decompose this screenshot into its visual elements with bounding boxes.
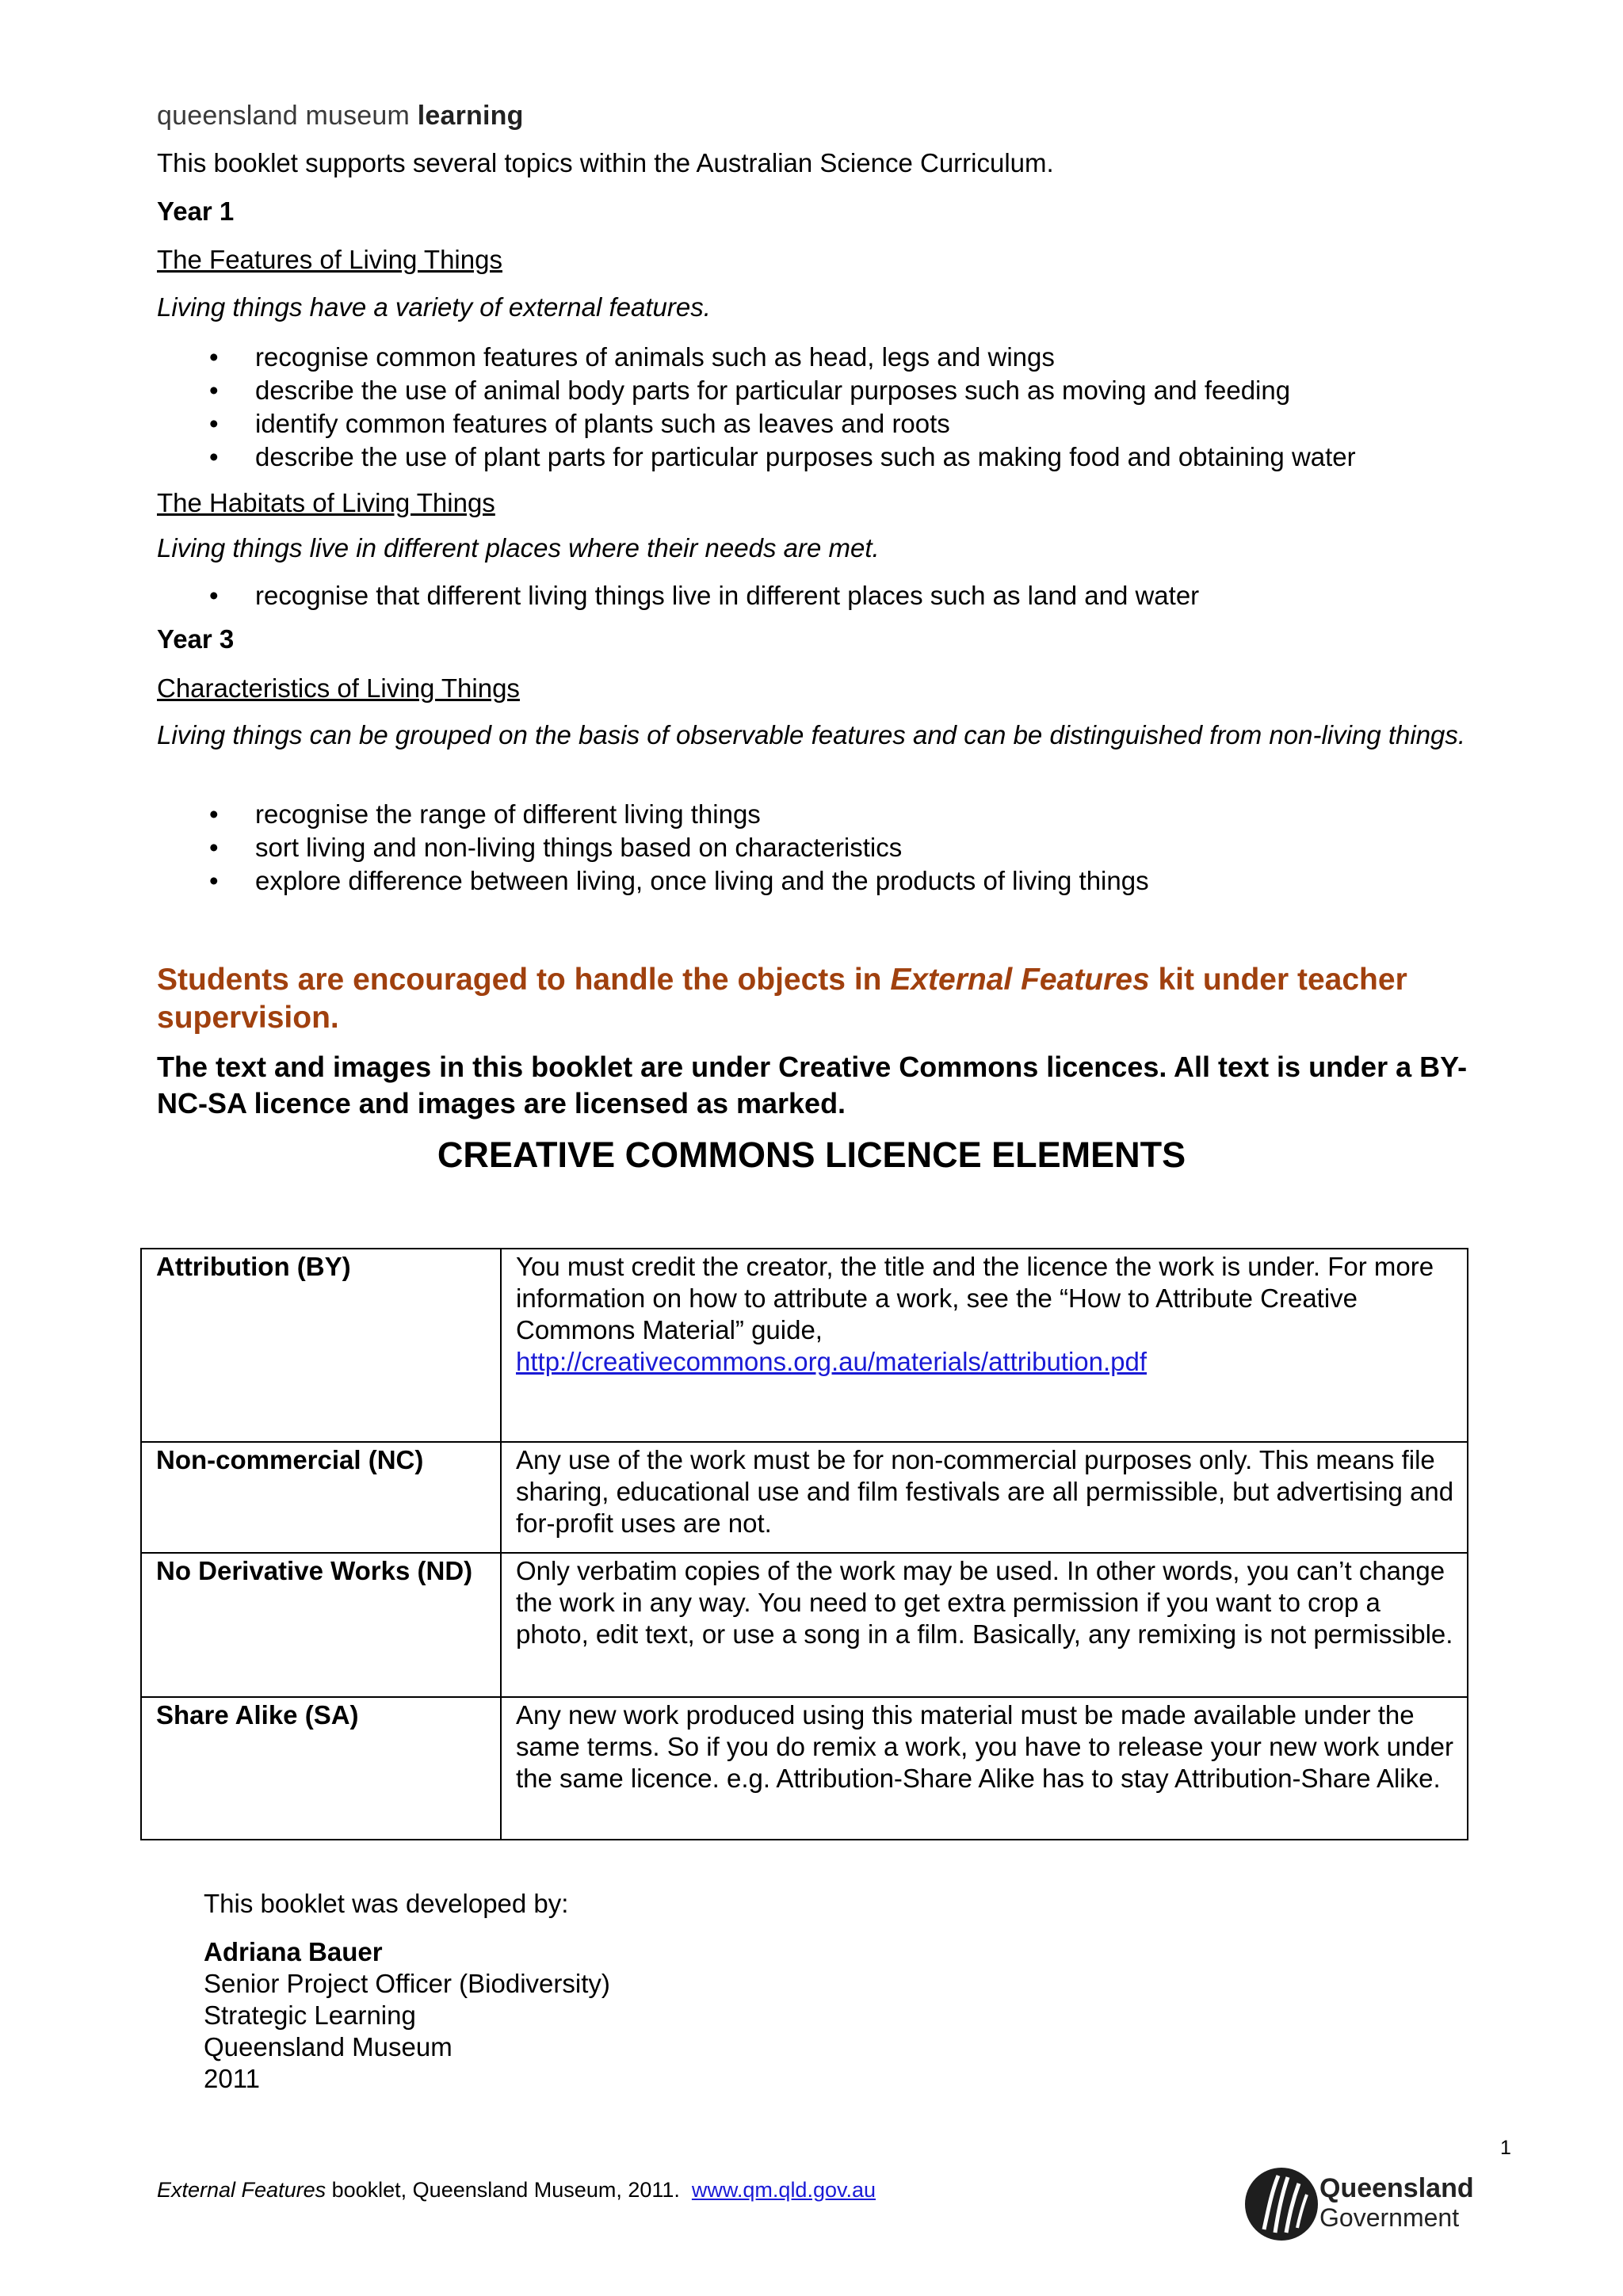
year1-topic1-list: [157, 341, 1504, 474]
qg-line1: Queensland: [1319, 2173, 1474, 2203]
developer-org: Queensland Museum: [204, 2032, 453, 2061]
table-row: [141, 1553, 1468, 1697]
year1-topic2-title: The Habitats of Living Things: [157, 488, 495, 517]
list-item: • explore difference between living, once living and the products of living things: [157, 864, 1504, 898]
list-item: • describe the use of animal body parts for particular purposes such as moving and feeding: [157, 374, 1504, 407]
description-cell: You must credit the creator, the title and the licence the work is under. For more information on how to attribute a work, see the “How to Attribute Creative Commons Material” guide, http://creativecommons.org.au/materials/attribution.pdf: [501, 1249, 1468, 1442]
footer: External Features booklet, Queensland Museum, 2011. www.qm.qld.gov.au: [157, 2178, 876, 2202]
cc-heading: CREATIVE COMMONS LICENCE ELEMENTS: [437, 1135, 1186, 1175]
list-item: • identify common features of plants such as leaves and roots: [157, 407, 1504, 441]
year3-topic1-list: [157, 798, 1504, 898]
table-row: [141, 1697, 1468, 1840]
queensland-government-logo: [1240, 2160, 1478, 2247]
attribution-guide-link[interactable]: http://creativecommons.org.au/materials/attribution.pdf: [516, 1347, 1148, 1376]
description-cell: Any use of the work must be for non-commercial purposes only. This means file sharing, educational use and film festivals are all permissible, but advertising and for-profit uses are not.: [501, 1442, 1468, 1553]
intro-text: This booklet supports several topics within the Australian Science Curriculum.: [157, 148, 1054, 177]
list-item: • sort living and non-living things based on characteristics: [157, 831, 1504, 864]
term-cell: Non-commercial (NC): [141, 1442, 501, 1553]
qm-learning-logo: queensland museum learning: [157, 101, 524, 131]
description-cell: Only verbatim copies of the work may be used. In other words, you can’t change the work in any way. You need to get extra permission if you want to crop a photo, edit text, or use a song in a film. Basically, any remixing is not permissible.: [501, 1553, 1468, 1697]
developer-year: 2011: [204, 2064, 260, 2093]
developer-unit: Strategic Learning: [204, 2000, 416, 2030]
description-cell: Any new work produced using this material must be made available under the same terms. So if you do remix a work, you have to release your new work under the same licence. e.g. Attribution-Share Alike has to stay Attribution-Share Alike.: [501, 1697, 1468, 1840]
list-item: • recognise the range of different living things: [157, 798, 1504, 831]
year1-topic2-list: [157, 579, 1504, 612]
term-cell: Share Alike (SA): [141, 1697, 501, 1840]
page-number: 1: [1500, 2137, 1511, 2159]
developer-intro: This booklet was developed by:: [204, 1889, 569, 1918]
qg-line2: Government: [1319, 2203, 1460, 2232]
website-link[interactable]: www.qm.qld.gov.au: [691, 2178, 876, 2202]
year3-topic1-title: Characteristics of Living Things: [157, 673, 520, 703]
year3-topic1-desc: Living things can be grouped on the basis of observable features and can be distinguished from non-living things.: [157, 720, 1466, 749]
list-item: • describe the use of plant parts for particular purposes such as making food and obtaining water: [157, 441, 1504, 474]
licence-table: [140, 1248, 1468, 1840]
year3-heading: Year 3: [157, 624, 235, 654]
term-cell: No Derivative Works (ND): [141, 1553, 501, 1697]
developer-role: Senior Project Officer (Biodiversity): [204, 1969, 610, 1998]
list-item: • recognise common features of animals such as head, legs and wings: [157, 341, 1504, 374]
year1-topic1-title: The Features of Living Things: [157, 245, 502, 274]
supervision-notice: Students are encouraged to handle the objects in External Features kit under teacher supervision.: [157, 963, 1407, 1035]
year1-heading: Year 1: [157, 196, 235, 226]
qg-crest-icon: [1240, 2160, 1327, 2247]
developer-block: [204, 1936, 610, 2095]
table-row: [141, 1442, 1468, 1553]
licence-notice: The text and images in this booklet are under Creative Commons licences. All text is under a BY-NC-SA licence and images are licensed as marked.: [157, 1051, 1468, 1119]
year1-topic1-desc: Living things have a variety of external features.: [157, 292, 711, 322]
table-row: [141, 1249, 1468, 1442]
year1-topic2-desc: Living things live in different places where their needs are met.: [157, 533, 880, 563]
term-cell: Attribution (BY): [141, 1249, 501, 1442]
developer-name: Adriana Bauer: [204, 1937, 383, 1966]
list-item: • recognise that different living things live in different places such as land and water: [157, 579, 1504, 612]
